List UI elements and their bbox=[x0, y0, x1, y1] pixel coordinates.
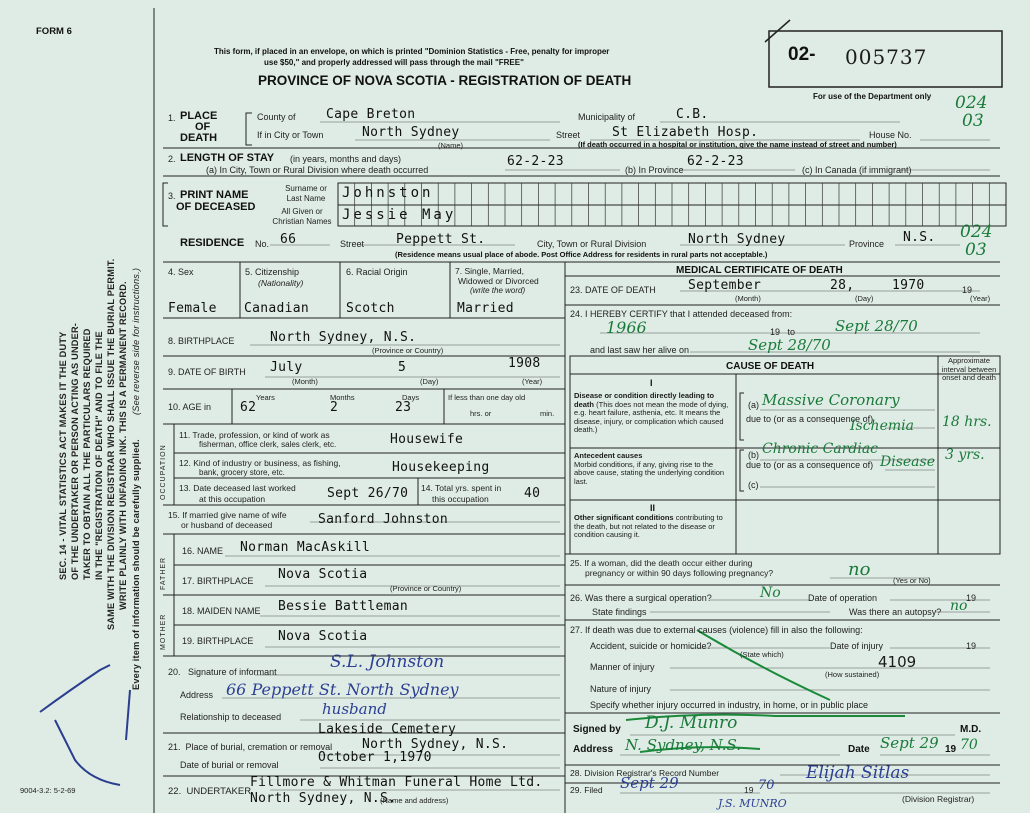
father-bp-label bbox=[182, 576, 253, 586]
form-title: PROVINCE OF NOVA SCOTIA - REGISTRATION OF DEATH bbox=[258, 73, 632, 88]
operation-date-label: Date of operation bbox=[808, 593, 878, 603]
registration-number: 005737 bbox=[845, 45, 928, 69]
dod-19: 19 bbox=[962, 285, 973, 295]
occ-14-text: Total yrs. spent in bbox=[435, 483, 502, 493]
attended-to-label: to bbox=[787, 327, 796, 337]
external-cause-label bbox=[570, 625, 863, 635]
father-bp-sub: (Province or Country) bbox=[390, 584, 462, 593]
operation-19: 19 bbox=[966, 593, 977, 603]
filed-label-text: Filed bbox=[584, 785, 603, 795]
burial-place-label bbox=[168, 742, 332, 752]
registrar-label: (Division Registrar) bbox=[902, 794, 975, 804]
mother-num: 18. bbox=[182, 606, 195, 616]
surname-label-2: Last Name bbox=[286, 194, 326, 203]
form-code: 9004-3.2: 5-2-69 bbox=[20, 786, 76, 795]
cause-a-label: (a) bbox=[748, 400, 759, 410]
dod-year: 1970 bbox=[892, 278, 925, 293]
undertaker-label bbox=[168, 786, 251, 797]
informant-num: 20. bbox=[168, 667, 181, 677]
age-label-text: AGE in bbox=[182, 402, 212, 412]
md-label: M.D. bbox=[960, 724, 982, 735]
house-label: House No. bbox=[869, 130, 912, 140]
operation-label-text: Was there a surgical operation? bbox=[585, 593, 712, 603]
sex-value: Female bbox=[168, 301, 217, 316]
dob-year: 1908 bbox=[508, 356, 541, 371]
father-side-label: FATHER bbox=[160, 556, 167, 590]
side-text-6: WRITE PLAINLY WITH UNFADING INK. THIS IS A PERMANENT RECORD. bbox=[118, 281, 128, 610]
surname-value: Johnston bbox=[342, 185, 434, 201]
race-value: Scotch bbox=[346, 301, 395, 316]
side-text-5: SAME WITH THE DIVISION REGISTRAR WHO SHALL ISSUE THE BURIAL PERMIT. bbox=[106, 258, 116, 630]
side-text-2: OF THE UNDERTAKER OR PERSON ACTING AS UNDER- bbox=[70, 322, 80, 580]
mother-bp-label-text: BIRTHPLACE bbox=[197, 636, 254, 646]
informant-address-label: Address bbox=[180, 690, 214, 700]
antecedent-desc: Morbid conditions, if any, giving rise to the above cause, stating the underlying condition last. bbox=[574, 459, 725, 486]
medical-title: MEDICAL CERTIFICATE OF DEATH bbox=[676, 265, 843, 276]
cause-a-value: Massive Coronary bbox=[762, 391, 900, 409]
occ-14-num: 14. bbox=[421, 483, 433, 493]
signed-19: 19 bbox=[945, 744, 957, 755]
father-name: Norman MacAskill bbox=[240, 540, 371, 555]
dod-month-label: (Month) bbox=[735, 294, 761, 303]
spouse-num: 15. bbox=[168, 510, 180, 520]
last-worked-value: Sept 26/70 bbox=[327, 486, 409, 501]
attended-19-text: 19 bbox=[770, 327, 781, 337]
citizenship-value: Canadian bbox=[244, 301, 310, 316]
due-to-2: due to (or as a consequence of) bbox=[746, 460, 874, 470]
registrar-signature: Elijah Sitlas bbox=[806, 763, 910, 783]
father-bp-label-text: BIRTHPLACE bbox=[197, 576, 254, 586]
form-label: FORM 6 bbox=[36, 26, 72, 37]
how-sustained-label: (How sustained) bbox=[825, 670, 880, 679]
dob-month: July bbox=[270, 360, 303, 375]
registration-prefix: 02- bbox=[788, 44, 816, 65]
mother-bp-label bbox=[182, 636, 253, 646]
dob-label bbox=[168, 367, 246, 377]
surname-label-1: Surname or bbox=[285, 184, 327, 193]
stay-b-label: (b) In Province bbox=[625, 165, 684, 175]
registrar-print: J.S. MUNRO bbox=[718, 797, 787, 810]
pregnancy-label-2: pregnancy or within 90 days following pregnancy? bbox=[585, 568, 774, 578]
dept-use-note: For use of the Department only bbox=[813, 92, 932, 101]
relationship-value: husband bbox=[322, 700, 387, 718]
occ-11-text: Trade, profession, or kind of work as bbox=[192, 430, 330, 440]
record-label-text: Division Registrar's Record Number bbox=[584, 768, 720, 778]
attended-to: Sept 28/70 bbox=[835, 317, 918, 335]
other-desc: contributing to the death, but not related to the disease or condition causing it. bbox=[574, 513, 723, 540]
injury-19: 19 bbox=[966, 641, 977, 651]
residence-code-2: 03 bbox=[965, 240, 987, 260]
burial-num: 21. bbox=[168, 742, 181, 752]
last-saw-value: Sept 28/70 bbox=[748, 336, 831, 354]
race-label bbox=[346, 267, 408, 277]
residence-street: Peppett St. bbox=[396, 232, 486, 247]
sex-label-text: Sex bbox=[178, 267, 194, 277]
injury-date-label: Date of injury bbox=[830, 641, 884, 651]
street-value: St Elizabeth Hosp. bbox=[612, 125, 759, 140]
spouse-value: Sanford Johnston bbox=[318, 512, 449, 527]
years-spent-value: 40 bbox=[524, 486, 541, 501]
operation-label bbox=[570, 593, 712, 603]
filed-label bbox=[570, 785, 603, 795]
filed-date: Sept 29 bbox=[620, 774, 679, 792]
undertaker-label-text: UNDERTAKER bbox=[186, 786, 252, 797]
of-deceased-label: OF DECEASED bbox=[176, 201, 256, 213]
relationship-label: Relationship to deceased bbox=[180, 712, 282, 722]
city-value: North Sydney bbox=[362, 125, 460, 140]
due-to-1: due to (or as a consequence of) bbox=[746, 414, 874, 424]
residence-note: (Residence means usual place of abode. Post Office Address for residents in rural parts not acceptable.) bbox=[395, 250, 768, 259]
mother-side-label: MOTHER bbox=[160, 613, 167, 650]
undertaker-address: North Sydney, N.S. bbox=[250, 791, 397, 806]
stay-c-label: (c) In Canada (if immigrant) bbox=[802, 165, 912, 175]
signed-year: 70 bbox=[960, 737, 978, 753]
dob-label-text: DATE OF BIRTH bbox=[178, 367, 246, 377]
marital-num: 7. bbox=[455, 266, 463, 276]
age-label bbox=[168, 402, 211, 412]
marital-label-3: (write the word) bbox=[470, 286, 526, 295]
side-text-4: IN THE "REGISTRATION OF DEATH" AND TO FILE THE bbox=[94, 331, 104, 580]
certify-label bbox=[570, 309, 792, 319]
informant-address: 66 Peppett St. North Sydney bbox=[226, 680, 459, 699]
roman-1: I bbox=[650, 378, 653, 388]
pregnancy-num: 25. bbox=[570, 558, 582, 568]
burial-date: October 1,1970 bbox=[318, 750, 432, 765]
spouse-label-text: If married give name of wife bbox=[182, 510, 287, 520]
age-months: 2 bbox=[330, 400, 339, 415]
less-than-day-label: If less than one day old bbox=[448, 393, 526, 402]
mother-maiden-name: Bessie Battleman bbox=[278, 599, 409, 614]
pregnancy-value: no bbox=[848, 559, 871, 580]
dob-year-label: (Year) bbox=[522, 377, 543, 386]
place-label: PLACE bbox=[180, 110, 218, 122]
residence-no: 66 bbox=[280, 232, 297, 247]
cause-b-label: (b) bbox=[748, 450, 759, 460]
residence-label: RESIDENCE bbox=[180, 237, 245, 249]
stay-sub: (in years, months and days) bbox=[290, 154, 402, 164]
side-text-7b: (See reverse side for instructions.) bbox=[131, 267, 141, 415]
birthplace-value: North Sydney, N.S. bbox=[270, 330, 417, 345]
external-num: 27. bbox=[570, 625, 583, 635]
dob-num: 9. bbox=[168, 367, 176, 377]
dod-label-text: DATE OF DEATH bbox=[585, 285, 656, 295]
cause-title: CAUSE OF DEATH bbox=[726, 361, 815, 372]
cause-b-value: Chronic Cardiac bbox=[762, 441, 879, 457]
residence-city-label: City, Town or Rural Division bbox=[537, 239, 647, 249]
due-to-1-value: Ischemia bbox=[850, 418, 914, 434]
dod-year-label: (Year) bbox=[970, 294, 991, 303]
city-label: If in City or Town bbox=[257, 130, 324, 140]
burial-label-text: Place of burial, cremation or removal bbox=[185, 742, 333, 752]
occ-12-text: Kind of industry or business, as fishing, bbox=[193, 458, 341, 468]
signed-by-label: Signed by bbox=[573, 724, 621, 735]
dod-month: September bbox=[688, 278, 762, 293]
bp-label-text: BIRTHPLACE bbox=[178, 336, 235, 346]
last-saw-label: and last saw her alive on bbox=[590, 345, 690, 355]
autopsy-label: Was there an autopsy? bbox=[849, 607, 942, 617]
hospital-note: (If death occurred in a hospital or institution, give the name instead of street and number) bbox=[578, 140, 897, 149]
other-label: Other significant conditions bbox=[574, 513, 674, 522]
father-name-label bbox=[182, 546, 223, 556]
physician-address-label: Address bbox=[573, 744, 614, 755]
due-to-2-value: Disease bbox=[880, 454, 935, 470]
specify-label: Specify whether injury occurred in industry, in home, or in public place bbox=[590, 700, 868, 710]
disease-label: Disease or condition directly leading to death bbox=[574, 391, 715, 409]
occ-13-label bbox=[179, 483, 296, 493]
certify-num: 24. bbox=[570, 309, 583, 319]
birthplace-label bbox=[168, 336, 234, 346]
antecedent-block bbox=[574, 452, 734, 486]
interval-1: 18 hrs. bbox=[942, 414, 992, 430]
antecedent-label: Antecedent causes bbox=[574, 451, 643, 460]
certify-text: I HEREBY CERTIFY that I attended deceased from: bbox=[585, 309, 793, 319]
record-num: 28. bbox=[570, 768, 582, 778]
age-months-label: Months bbox=[330, 393, 355, 402]
signed-date-label: Date bbox=[848, 744, 870, 755]
filed-19: 19 bbox=[744, 785, 754, 795]
operation-num: 26. bbox=[570, 593, 583, 603]
spouse-label-2: or husband of deceased bbox=[181, 520, 273, 530]
residence-no-label: No. bbox=[255, 239, 270, 249]
dob-day-label: (Day) bbox=[420, 377, 439, 386]
mother-name-label bbox=[182, 606, 261, 616]
marital-label-text: Single, Married, bbox=[464, 266, 524, 276]
external-label-text: If death was due to external causes (violence) fill in also the following: bbox=[585, 625, 863, 635]
state-which-label: (State which) bbox=[740, 650, 784, 659]
yes-no-label: (Yes or No) bbox=[893, 576, 931, 585]
nationality-label: (Nationality) bbox=[258, 278, 304, 288]
citizenship-label bbox=[245, 267, 299, 277]
occ-11-label-2: fisherman, office clerk, sales clerk, etc. bbox=[199, 440, 337, 449]
cit-label-text: Citizenship bbox=[255, 267, 300, 277]
name-sublabel: (Name) bbox=[438, 141, 464, 150]
bp-num: 8. bbox=[168, 336, 176, 346]
occ-14-label bbox=[421, 483, 501, 493]
residence-city: North Sydney bbox=[688, 232, 786, 247]
age-years-label: Years bbox=[256, 393, 275, 402]
pregnancy-label bbox=[570, 558, 752, 568]
father-num: 16. bbox=[182, 546, 195, 556]
manner-code: 4109 bbox=[878, 653, 917, 671]
father-birthplace: Nova Scotia bbox=[278, 567, 368, 582]
attended-from: 1966 bbox=[606, 318, 647, 337]
industry-value: Housekeeping bbox=[392, 460, 490, 475]
cause-c-label: (c) bbox=[748, 480, 759, 490]
given-value: Jessie May bbox=[342, 207, 457, 223]
age-days-label: Days bbox=[402, 393, 420, 402]
stay-a-label: (a) In City, Town or Rural Division where death occurred bbox=[206, 165, 429, 175]
burial-place-1: Lakeside Cemetery bbox=[318, 722, 457, 737]
accident-label: Accident, suicide or homicide? bbox=[590, 641, 712, 651]
occ-12-num: 12. bbox=[179, 458, 191, 468]
operation-value: No bbox=[760, 585, 781, 601]
street-label: Street bbox=[556, 130, 581, 140]
min-label: min. bbox=[540, 409, 555, 418]
place-code-1: 024 bbox=[955, 93, 988, 113]
side-text-7a: Every item of information should be carefully supplied. bbox=[131, 439, 141, 690]
nature-label: Nature of injury bbox=[590, 684, 652, 694]
informant-sig-label bbox=[168, 667, 277, 677]
manner-label: Manner of injury bbox=[590, 662, 655, 672]
birthplace-sub: (Province or Country) bbox=[372, 346, 444, 355]
age-num: 10. bbox=[168, 402, 181, 412]
hrs-label: hrs. or bbox=[470, 409, 492, 418]
race-label-text: Racial Origin bbox=[356, 267, 408, 277]
occ-13-text: Date deceased last worked bbox=[193, 483, 296, 493]
municipality-value: C.B. bbox=[676, 107, 709, 122]
age-years: 62 bbox=[240, 400, 257, 415]
occ-13-num: 13. bbox=[179, 483, 191, 493]
spouse-label bbox=[168, 510, 287, 520]
cit-num: 5. bbox=[245, 267, 253, 277]
dob-month-label: (Month) bbox=[292, 377, 318, 386]
mail-notice-2: use $50," and properly addressed will pass through the mail "FREE" bbox=[264, 58, 524, 67]
place-code-2: 03 bbox=[962, 111, 984, 131]
signed-date: Sept 29 bbox=[880, 734, 939, 752]
sex-num: 4. bbox=[168, 267, 176, 277]
s3-num: 3. bbox=[168, 191, 176, 201]
other-conditions-block bbox=[574, 514, 734, 540]
state-findings-label: State findings bbox=[592, 607, 647, 617]
mother-birthplace: Nova Scotia bbox=[278, 629, 368, 644]
stay-label: LENGTH OF STAY bbox=[180, 152, 275, 164]
filed-num: 29. bbox=[570, 785, 582, 795]
mail-notice-1: This form, if placed in an envelope, on which is printed "Dominion Statistics - Free, penalty for improper bbox=[214, 47, 610, 56]
death-label: DEATH bbox=[180, 132, 218, 144]
roman-2: II bbox=[650, 503, 656, 513]
dod-num: 23. bbox=[570, 285, 583, 295]
father-name-label-text: NAME bbox=[197, 546, 224, 556]
side-text-1: SEC. 14 - VITAL STATISTICS ACT MAKES IT THE DUTY bbox=[58, 331, 68, 580]
burial-date-label: Date of burial or removal bbox=[180, 760, 279, 770]
county-value: Cape Breton bbox=[326, 107, 416, 122]
dod-day: 28, bbox=[830, 278, 855, 293]
occ-12-label-2: bank, grocery store, etc. bbox=[199, 468, 285, 477]
marital-label-2: Widowed or Divorced bbox=[458, 276, 539, 286]
county-label: County of bbox=[257, 112, 296, 122]
occ-11-num: 11. bbox=[179, 430, 191, 440]
sex-label bbox=[168, 267, 194, 277]
print-name-label: PRINT NAME bbox=[180, 189, 249, 201]
s2-num: 2. bbox=[168, 154, 176, 164]
residence-province-label: Province bbox=[849, 239, 885, 249]
physician-address: N. Sydney, N.S. bbox=[625, 736, 742, 754]
of-label: OF bbox=[195, 121, 211, 133]
given-label-1: All Given or bbox=[281, 207, 323, 216]
municipality-label: Municipality of bbox=[578, 112, 636, 122]
autopsy-value: no bbox=[950, 598, 968, 614]
disease-desc: (This does not mean the mode of dying, e.g. heart failure, asthenia, etc. It means the disease, injury, or complication which caused death.) bbox=[574, 399, 729, 435]
residence-street-label: Street bbox=[340, 239, 365, 249]
marital-value: Married bbox=[457, 301, 514, 316]
occ-14-label-2: this occupation bbox=[432, 494, 489, 504]
interval-header: Approximate interval between onset and death bbox=[941, 356, 997, 382]
interval-2: 3 yrs. bbox=[945, 447, 985, 463]
dob-day: 5 bbox=[398, 360, 407, 375]
informant-sig-label-text: Signature of informant bbox=[188, 667, 277, 677]
undertaker-name: Fillmore & Whitman Funeral Home Ltd. bbox=[250, 775, 543, 790]
stay-b-value: 62-2-23 bbox=[687, 154, 744, 169]
occupation-value: Housewife bbox=[390, 432, 464, 447]
occ-12-label bbox=[179, 458, 341, 468]
father-bp-num: 17. bbox=[182, 576, 195, 586]
given-label-2: Christian Names bbox=[272, 217, 332, 226]
undertaker-num: 22. bbox=[168, 786, 182, 797]
filed-year: 70 bbox=[758, 778, 775, 793]
residence-province: N.S. bbox=[903, 230, 936, 245]
race-num: 6. bbox=[346, 267, 354, 277]
age-days: 23 bbox=[395, 400, 412, 415]
mother-bp-num: 19. bbox=[182, 636, 195, 646]
marital-label bbox=[455, 266, 524, 276]
informant-signature: S.L. Johnston bbox=[330, 652, 445, 672]
side-text-3: TAKER TO OBTAIN ALL THE PARTICULARS REQUIRED bbox=[82, 328, 92, 580]
dod-label bbox=[570, 285, 656, 295]
s1-num: 1. bbox=[168, 113, 176, 123]
stay-a-value: 62-2-23 bbox=[507, 154, 564, 169]
mother-name-label-text: MAIDEN NAME bbox=[197, 606, 261, 616]
occ-13-label-2: at this occupation bbox=[199, 494, 266, 504]
physician-signature: D.J. Munro bbox=[645, 713, 738, 733]
burial-place-2: North Sydney, N.S. bbox=[362, 737, 509, 752]
occ-11-label bbox=[179, 430, 330, 440]
pen-marks bbox=[40, 665, 130, 785]
dod-day-label: (Day) bbox=[855, 294, 874, 303]
pregnancy-label-text: If a woman, did the death occur either during bbox=[584, 558, 753, 568]
disease-block bbox=[574, 392, 734, 435]
undertaker-address-label: (Name and address) bbox=[380, 796, 449, 805]
occupation-side-label: OCCUPATION bbox=[160, 444, 167, 500]
residence-code-1: 024 bbox=[960, 222, 993, 242]
